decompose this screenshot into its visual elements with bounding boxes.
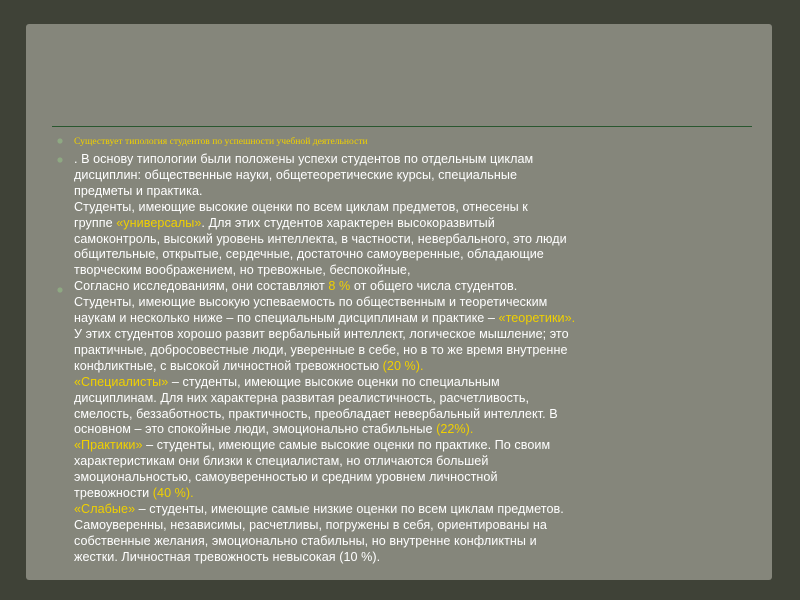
text-segment: самоконтроль, высокий уровень интеллекта, в частности, невербального, это люди [74, 231, 567, 246]
body-line [74, 200, 774, 216]
body-line [74, 550, 774, 566]
text-segment: жестки. Личностная тревожность невысокая (10 %). [74, 549, 381, 564]
text-segment: предметы и практика. [74, 183, 203, 198]
text-segment: – студенты, имеющие высокие оценки по специальным [168, 374, 500, 389]
text-segment: дисциплинам. Для них характерна развитая реалистичность, расчетливость, [74, 390, 530, 405]
highlighted-text: «Специалисты» [74, 374, 169, 389]
body-line [74, 486, 774, 502]
text-segment: общительные, открытые, сердечные, достаточно самоуверенные, обладающие [74, 247, 544, 262]
body-line [74, 438, 774, 454]
text-segment: наукам и несколько ниже – по специальным дисциплинам и практике – [74, 311, 499, 326]
text-segment: тревожности [74, 486, 153, 501]
highlighted-text: «Слабые» [74, 501, 136, 516]
body-line [74, 343, 774, 359]
body-line [74, 454, 774, 470]
slide-subtitle: Существует типология студентов по успешности учебной деятельности [74, 136, 368, 147]
highlighted-text: (20 %). [382, 358, 424, 373]
body-line [74, 263, 774, 279]
text-segment: собственные желания, эмоционально стабильны, но внутренне конфликтны и [74, 533, 537, 548]
body-line [74, 391, 774, 407]
text-segment: Самоуверенны, независимы, расчетливы, погружены в себя, ориентированы на [74, 517, 547, 532]
highlighted-text: (40 %). [152, 486, 194, 501]
text-segment: практичные, добросовестные люди, уверенные в себе, но в то же время внутренне [74, 342, 568, 357]
text-segment: . Для этих студентов характерен высокоразвитый [201, 215, 495, 230]
body-line [74, 327, 774, 343]
highlighted-text: «теоретики». [498, 311, 576, 326]
body-line [74, 422, 774, 438]
title-divider [52, 126, 752, 127]
body-line [74, 295, 774, 311]
text-segment: основном – это спокойные люди, эмоционально стабильные [74, 422, 437, 437]
text-segment: группе [74, 215, 117, 230]
text-segment: эмоциональностью, самоуверенностью и средним уровнем личностной [74, 470, 498, 485]
text-segment: от общего числа студентов. [350, 279, 518, 294]
body-line [74, 232, 774, 248]
body-line [74, 375, 774, 391]
body-line [74, 502, 774, 518]
body-line [74, 534, 774, 550]
bullet-icon [56, 137, 66, 147]
text-segment: У этих студентов хорошо развит вербальный интеллект, логическое мышление; это [74, 326, 569, 341]
text-segment: дисциплин: общественные науки, общетеоретические курсы, специальные [74, 167, 518, 182]
slide-content [56, 136, 768, 576]
body-line [74, 152, 774, 168]
bullet-icon [56, 156, 66, 166]
text-segment: Студенты, имеющие высокие оценки по всем циклам предметов, отнесены к [74, 199, 528, 214]
text-segment: – студенты, имеющие самые высокие оценки по практике. По своим [142, 438, 551, 453]
body-line [74, 407, 774, 423]
body-line [74, 168, 774, 184]
body-line [74, 470, 774, 486]
body-line [74, 247, 774, 263]
text-segment: Согласно исследованиям, они составляют [74, 279, 329, 294]
text-segment: Студенты, имеющие высокую успеваемость по общественным и теоретическим [74, 295, 548, 310]
body-line [74, 279, 774, 295]
body-line [74, 184, 774, 200]
body-line [74, 359, 774, 375]
body-line [74, 518, 774, 534]
text-segment: конфликтные, с высокой личностной тревожностью [74, 358, 383, 373]
text-segment: смелость, беззаботность, практичность, преобладает невербальный интеллект. В [74, 406, 558, 421]
highlighted-text: 8 % [328, 279, 351, 294]
body-line [74, 311, 774, 327]
bullet-icon [56, 286, 66, 296]
body-text [74, 152, 774, 566]
highlighted-text: (22%). [436, 422, 474, 437]
text-segment: характеристикам они близки к специалистам, но отличаются большей [74, 454, 489, 469]
text-segment: – студенты, имеющие самые низкие оценки по всем циклам предметов. [135, 501, 564, 516]
highlighted-text: «универсалы» [116, 215, 202, 230]
text-segment: . В основу типологии были положены успехи студентов по отдельным циклам [74, 152, 534, 166]
body-line [74, 216, 774, 232]
highlighted-text: «Практики» [74, 438, 143, 453]
text-segment: творческим воображением, но тревожные, беспокойные, [74, 263, 411, 278]
